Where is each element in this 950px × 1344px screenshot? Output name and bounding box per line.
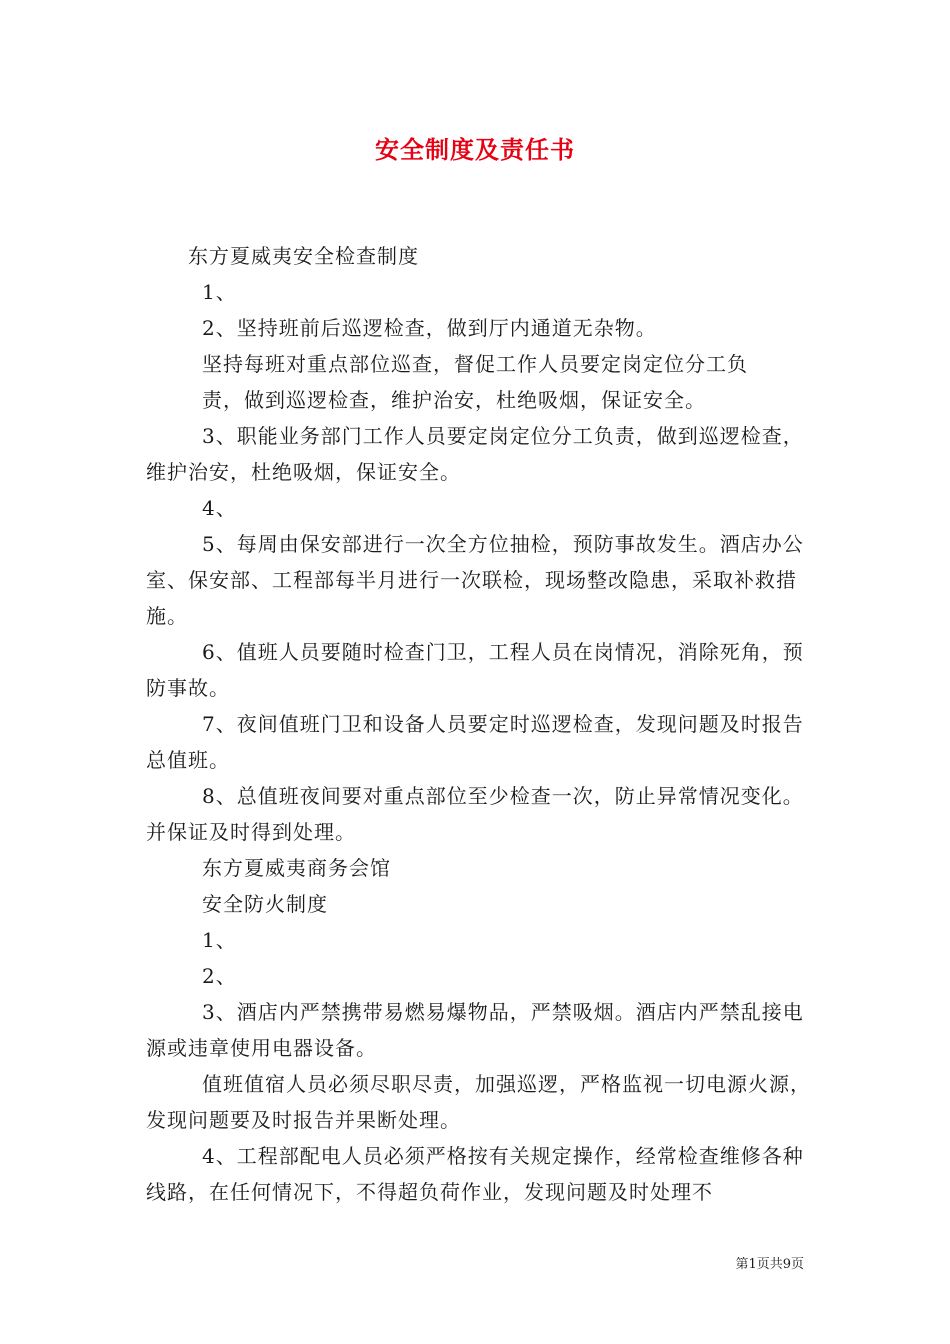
paragraph: 8、总值班夜间要对重点部位至少检查一次，防止异常情况变化。并保证及时得到处理。 xyxy=(146,784,804,844)
paragraph: 坚持每班对重点部位巡查，督促工作人员要定岗定位分工负 xyxy=(202,352,748,376)
paragraph: 1、 xyxy=(202,928,237,952)
paragraph: 安全防火制度 xyxy=(202,892,328,916)
paragraph: 责，做到巡逻检查，维护治安，杜绝吸烟，保证安全。 xyxy=(202,388,706,412)
paragraph: 5、每周由保安部进行一次全方位抽检，预防事故发生。酒店办公室、保安部、工程部每半月进行一次联检，现场整改隐患，采取补救措施。 xyxy=(146,532,804,628)
paragraph: 7、夜间值班门卫和设备人员要定时巡逻检查，发现问题及时报告总值班。 xyxy=(146,712,804,772)
paragraph: 值班值宿人员必须尽职尽责，加强巡逻，严格监视一切电源火源，发现问题要及时报告并果断处理。 xyxy=(146,1072,811,1132)
paragraph: 3、职能业务部门工作人员要定岗定位分工负责，做到巡逻检查，维护治安，杜绝吸烟，保证安全。 xyxy=(146,424,804,484)
paragraph: 4、 xyxy=(202,496,237,520)
paragraph: 3、酒店内严禁携带易燃易爆物品，严禁吸烟。酒店内严禁乱接电源或违章使用电器设备。 xyxy=(146,1000,804,1060)
document-title: 安全制度及责任书 xyxy=(375,135,575,164)
paragraph: 2、坚持班前后巡逻检查，做到厅内通道无杂物。 xyxy=(202,316,657,340)
paragraph: 2、 xyxy=(202,964,237,988)
paragraph: 6、值班人员要随时检查门卫，工程人员在岗情况，消除死角，预防事故。 xyxy=(146,640,804,700)
document-body xyxy=(146,238,814,1210)
paragraph: 1、 xyxy=(202,280,237,304)
paragraph: 东方夏威夷商务会馆 xyxy=(202,856,391,880)
page-number: 第1页共9页 xyxy=(735,1257,804,1272)
paragraph: 4、工程部配电人员必须严格按有关规定操作，经常检查维修各种线路，在任何情况下，不得超负荷作业，发现问题及时处理不 xyxy=(146,1144,804,1204)
paragraph: 东方夏威夷安全检查制度 xyxy=(188,244,419,268)
